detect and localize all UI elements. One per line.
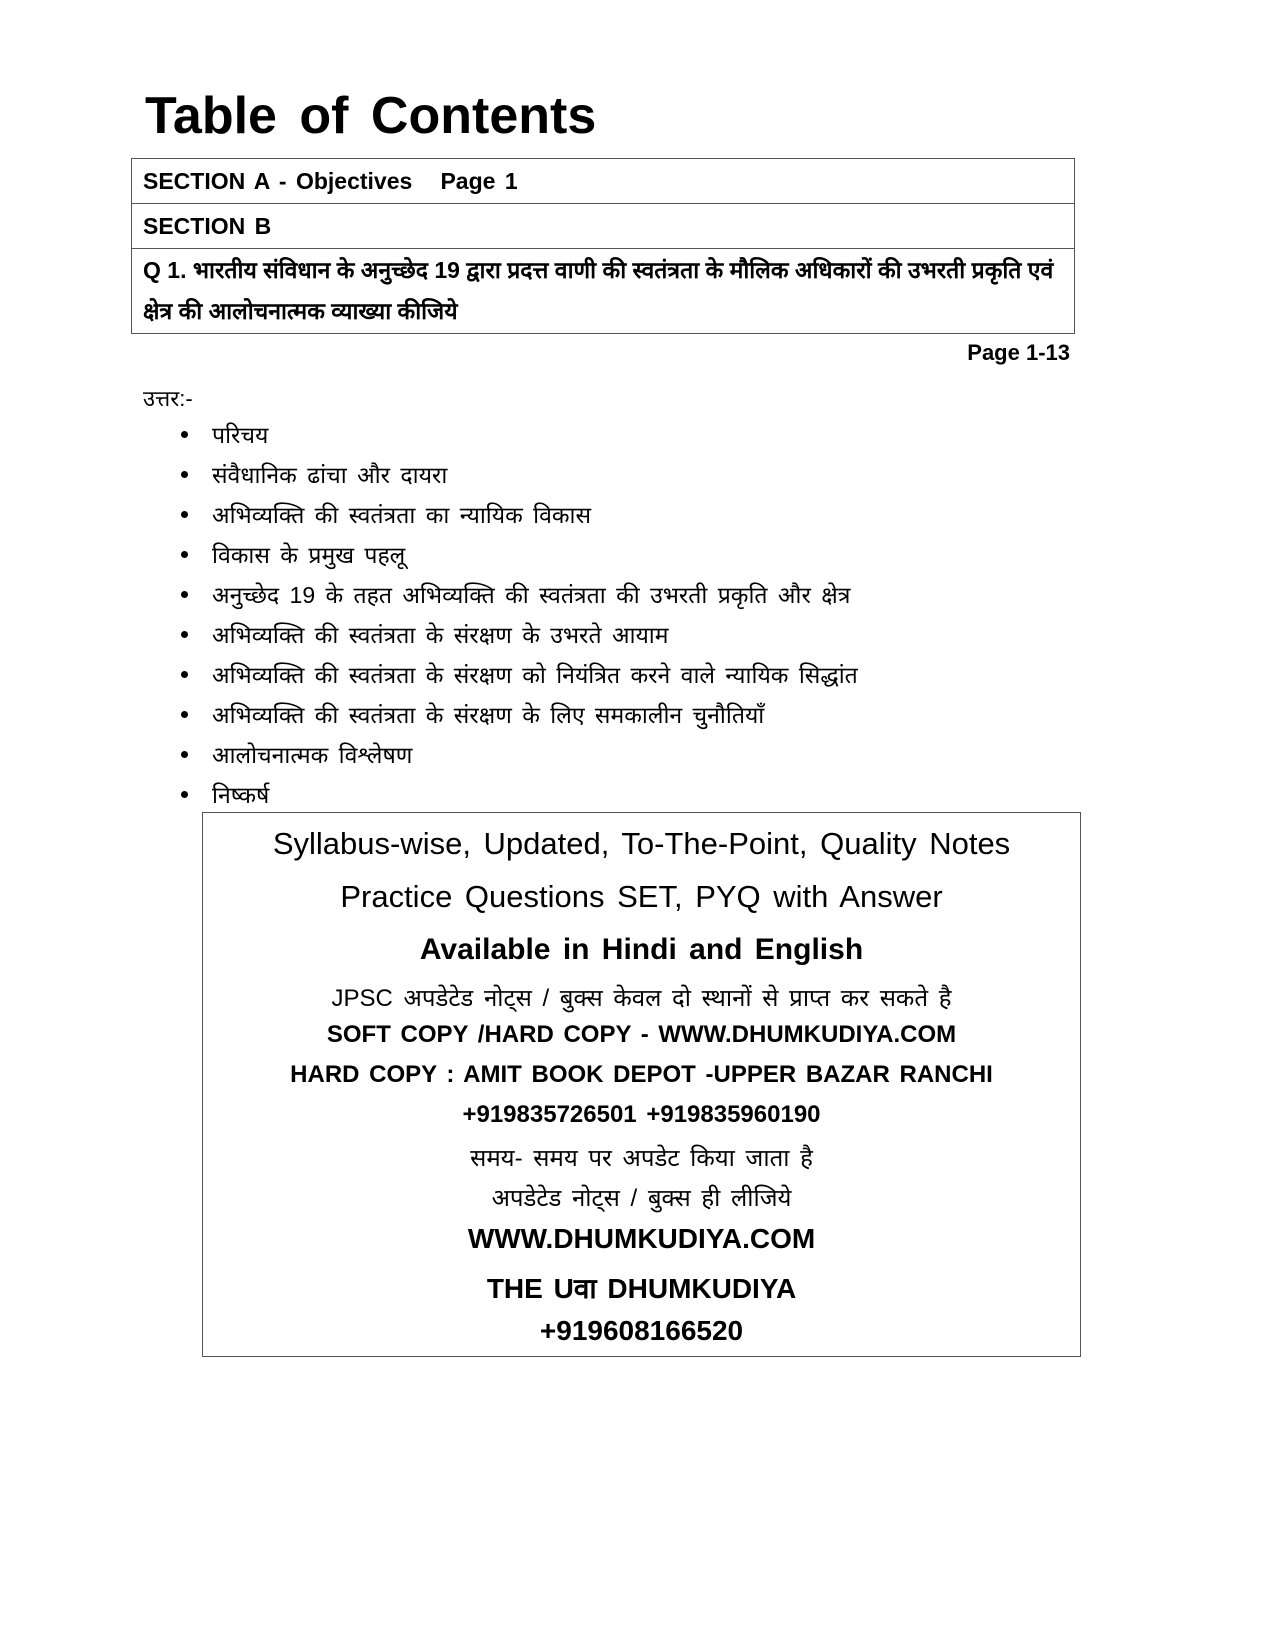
answer-outline	[178, 414, 858, 814]
toc-section-a: SECTION A - Objectives Page 1	[132, 159, 1074, 204]
promo-brand: THE Uवा DHUMKUDIYA	[486, 1273, 797, 1304]
promo-phone: +919835726501 +919835960190	[462, 1101, 821, 1128]
list-item: विकास के प्रमुख पहलू	[178, 534, 858, 574]
list-item: आलोचनात्मक विश्लेषण	[178, 734, 858, 774]
promo-line: Syllabus-wise, Updated, To-The-Point, Quality Notes	[272, 826, 1011, 861]
promo-line: HARD COPY : AMIT BOOK DEPOT -UPPER BAZAR RANCHI	[290, 1061, 993, 1088]
bullet-icon	[181, 671, 188, 678]
toc-section-b: SECTION B	[132, 204, 1074, 249]
bullet-icon	[181, 471, 188, 478]
bullet-icon	[181, 431, 188, 438]
bullet-icon	[181, 751, 188, 758]
list-item: अभिव्यक्ति की स्वतंत्रता के संरक्षण के उभरते आयाम	[178, 614, 858, 654]
bullet-icon	[181, 591, 188, 598]
bullet-icon	[181, 551, 188, 558]
bullet-icon	[181, 711, 188, 718]
promo-website: WWW.DHUMKUDIYA.COM	[467, 1223, 816, 1254]
promo-line: अपडेटेड नोट्स / बुक्स ही लीजिये	[491, 1185, 792, 1212]
list-item: अभिव्यक्ति की स्वतंत्रता के संरक्षण के लिए समकालीन चुनौतियाँ	[178, 694, 858, 734]
promo-line: Available in Hindi and English	[419, 933, 864, 966]
promo-line: समय- समय पर अपडेट किया जाता है	[470, 1145, 813, 1172]
list-item: संवैधानिक ढांचा और दायरा	[178, 454, 858, 494]
page-title: Table of Contents	[145, 87, 597, 145]
answer-label: उत्तर:-	[143, 386, 193, 411]
toc-table	[131, 158, 1075, 334]
promo-line: SOFT COPY /HARD COPY - WWW.DHUMKUDIYA.COM	[326, 1021, 957, 1048]
promo-line: JPSC अपडेटेड नोट्स / बुक्स केवल दो स्थानों से प्राप्त कर सकते है	[331, 985, 952, 1012]
list-item: अभिव्यक्ति की स्वतंत्रता का न्यायिक विकास	[178, 494, 858, 534]
bullet-icon	[181, 631, 188, 638]
promo-phone: +919608166520	[539, 1315, 744, 1346]
toc-question-1: Q 1. भारतीय संविधान के अनुच्छेद 19 द्वारा प्रदत्त वाणी की स्वतंत्रता के मौलिक अधिकारों की उभरती प्रकृति एवं क्षेत्र की आलोचनात्मक व्याख्या कीजिये	[143, 257, 1054, 324]
list-item: अनुच्छेद 19 के तहत अभिव्यक्ति की स्वतंत्रता की उभरती प्रकृति और क्षेत्र	[178, 574, 858, 614]
bullet-icon	[181, 511, 188, 518]
promo-line: Practice Questions SET, PYQ with Answer	[340, 879, 943, 914]
bullet-icon	[181, 791, 188, 798]
promo-box	[202, 812, 1081, 1357]
list-item: परिचय	[178, 414, 858, 454]
toc-q1-page: Page 1-13	[967, 340, 1070, 365]
list-item: अभिव्यक्ति की स्वतंत्रता के संरक्षण को नियंत्रित करने वाले न्यायिक सिद्धांत	[178, 654, 858, 694]
list-item: निष्कर्ष	[178, 774, 858, 814]
